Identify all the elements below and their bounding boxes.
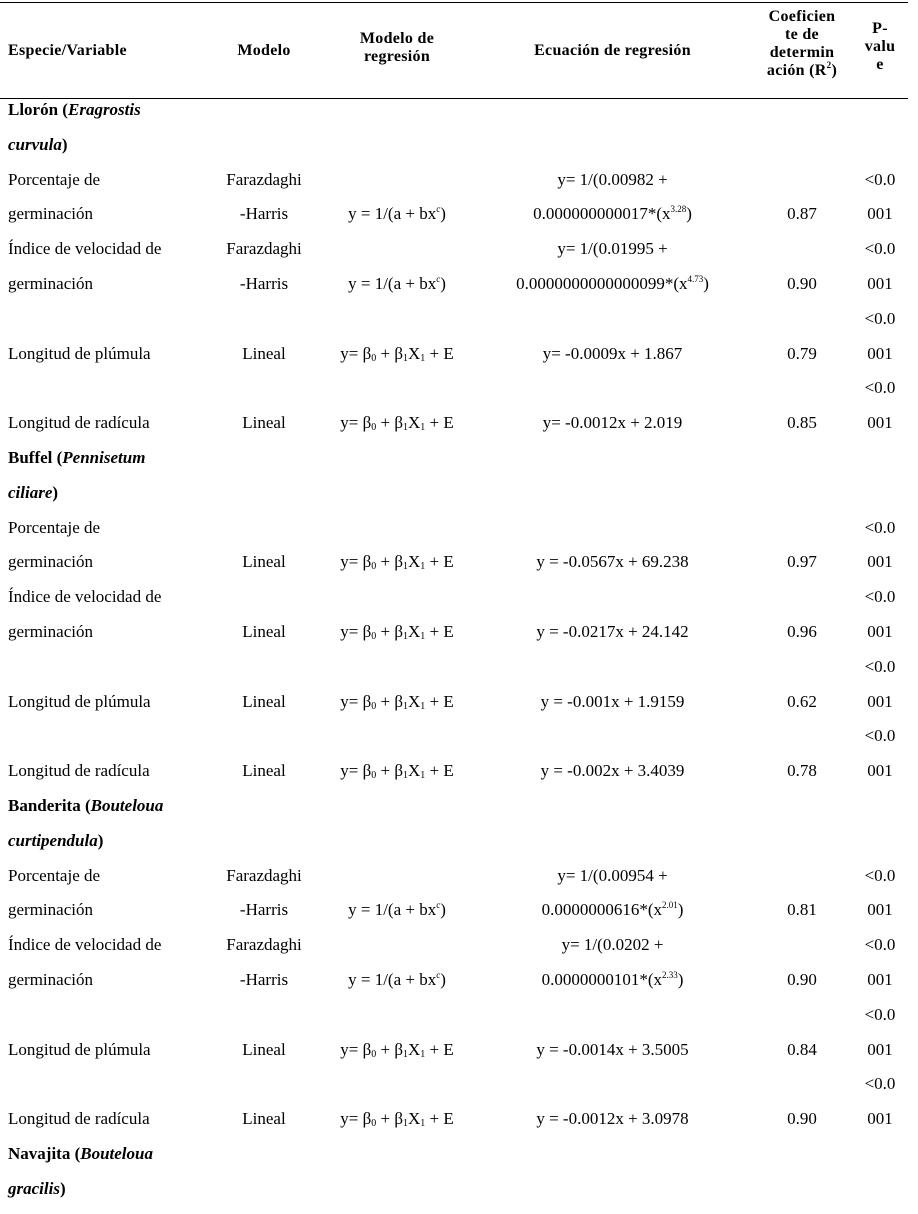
header-pvalue-line1: P- [872, 20, 888, 37]
regression-model [322, 1032, 472, 1067]
species-close: ) [61, 135, 68, 154]
regression-equation [470, 405, 755, 440]
linear-sub: 1 [420, 1049, 426, 1060]
header-equation: Ecuación de regresión [534, 42, 691, 59]
r2-value: 0.96 [787, 622, 817, 641]
header-pvalue-line2: valu [864, 38, 896, 55]
linear-sub: 1 [420, 422, 426, 433]
header-r2 [752, 8, 852, 80]
linear-sub: 1 [402, 770, 408, 781]
regression-formula: y = 1/(a + bx [348, 204, 437, 223]
variable-name: Porcentaje de [8, 170, 101, 189]
regression-close: ) [440, 900, 446, 919]
species-epithet-line [8, 127, 68, 162]
linear-part: y= β [340, 622, 372, 641]
header-r2-line2: te de [785, 26, 819, 43]
linear-sub: 1 [420, 1118, 426, 1129]
species-epithet: gracilis [8, 1179, 60, 1198]
regression-model [322, 614, 472, 649]
linear-part: + E [425, 622, 454, 641]
equation-close: ) [677, 970, 684, 989]
header-regression-model [322, 30, 472, 66]
header-pvalue-line3: e [876, 56, 884, 73]
model-name: Farazdaghi [226, 170, 302, 189]
linear-part: + E [425, 552, 454, 571]
linear-part: + E [425, 413, 454, 432]
species-close: ) [52, 483, 59, 502]
r2-value: 0.97 [787, 552, 817, 571]
species-epithet: curtipendula [8, 831, 98, 850]
p-value: <0.0 [864, 309, 896, 328]
linear-sub: 1 [402, 561, 408, 572]
r2-value: 0.87 [787, 204, 817, 223]
species-genus: Pennisetum [62, 448, 146, 467]
variable-name: germinación [8, 622, 93, 641]
linear-part: X [407, 1109, 421, 1128]
variable-name: germinación [8, 204, 93, 223]
equation-text: 0.0000000000000099*(x [516, 274, 688, 293]
linear-part: X [407, 692, 421, 711]
equation-text: y = -0.0014x + 3.5005 [536, 1040, 689, 1059]
header-model: Modelo [237, 42, 291, 59]
model-name: Lineal [242, 1040, 286, 1059]
species-close: ) [97, 831, 104, 850]
linear-sub: 1 [402, 353, 408, 364]
model-name: Lineal [242, 692, 286, 711]
linear-part: X [407, 344, 421, 363]
variable-name: Longitud de radícula [8, 761, 150, 780]
header-r2-sup: 2 [826, 60, 832, 70]
equation-text: y = -0.002x + 3.4039 [540, 761, 685, 780]
linear-part: + β [376, 1109, 403, 1128]
linear-part: y= β [340, 552, 372, 571]
linear-part: X [407, 761, 421, 780]
species-genus: Eragrostis [67, 100, 141, 119]
regression-model [322, 544, 472, 579]
model-name: Farazdaghi [226, 239, 302, 258]
p-value: <0.0 [864, 935, 896, 954]
model-name: -Harris [239, 900, 289, 919]
regression-equation [470, 892, 755, 927]
species-common: Llorón ( [8, 100, 68, 119]
species-name [8, 440, 145, 475]
regression-equation [470, 753, 755, 788]
linear-sub: 0 [371, 701, 377, 712]
r2-value: 0.90 [787, 1109, 817, 1128]
regression-equation [470, 336, 755, 371]
regression-equation: y= 1/(0.01995 + [557, 239, 668, 258]
regression-equation: y= 1/(0.00982 + [557, 170, 668, 189]
equation-text: y = -0.0012x + 3.0978 [536, 1109, 689, 1128]
equation-text: 0.0000000101*(x [541, 970, 662, 989]
linear-part: + β [376, 622, 403, 641]
variable-name: Longitud de radícula [8, 413, 150, 432]
equation-exponent: 2.33 [662, 970, 678, 980]
equation-exponent: 3.28 [670, 204, 687, 214]
regression-equation: y= 1/(0.00954 + [557, 866, 668, 885]
regression-equation [470, 266, 755, 301]
model-name: Farazdaghi [226, 935, 302, 954]
p-value: 001 [867, 413, 893, 432]
linear-part: y= β [340, 761, 372, 780]
p-value: 001 [867, 1109, 893, 1128]
equation-exponent: 2.01 [662, 900, 678, 910]
r2-value: 0.84 [787, 1040, 817, 1059]
model-name: Lineal [242, 413, 286, 432]
model-name: Lineal [242, 761, 286, 780]
linear-sub: 0 [371, 561, 377, 572]
r2-value: 0.81 [787, 900, 817, 919]
regression-model [322, 196, 472, 231]
linear-part: y= β [340, 413, 372, 432]
species-name [8, 92, 141, 127]
p-value: <0.0 [864, 866, 896, 885]
linear-sub: 1 [402, 422, 408, 433]
linear-part: y= β [340, 1040, 372, 1059]
linear-part: + β [376, 692, 403, 711]
linear-sub: 1 [420, 701, 426, 712]
variable-name: germinación [8, 900, 93, 919]
species-common: Navajita ( [8, 1144, 81, 1163]
p-value: <0.0 [864, 1005, 896, 1024]
header-r2-line1: Coeficien [768, 8, 836, 25]
linear-sub: 1 [420, 353, 426, 364]
regression-model [322, 962, 472, 997]
variable-name: Longitud de plúmula [8, 692, 151, 711]
p-value: 001 [867, 344, 893, 363]
variable-name: Índice de velocidad de [8, 935, 162, 954]
linear-sub: 1 [420, 770, 426, 781]
species-epithet: ciliare [8, 483, 53, 502]
table-top-rule [0, 2, 908, 3]
regression-close: ) [440, 970, 446, 989]
variable-name: germinación [8, 970, 93, 989]
linear-sub: 1 [402, 631, 408, 642]
linear-part: + β [376, 344, 403, 363]
species-epithet-line [8, 1171, 66, 1206]
regression-exponent: c [436, 274, 441, 284]
model-name: -Harris [239, 274, 289, 293]
regression-formula: y = 1/(a + bx [348, 970, 437, 989]
equation-text: y= -0.0009x + 1.867 [542, 344, 683, 363]
p-value: 001 [867, 552, 893, 571]
header-r2-close: ) [831, 62, 838, 79]
species-common: Buffel ( [8, 448, 63, 467]
linear-part: + β [376, 761, 403, 780]
equation-text: 0.0000000616*(x [541, 900, 662, 919]
header-r2-line3: determin [769, 44, 835, 61]
linear-sub: 1 [402, 701, 408, 712]
species-genus: Bouteloua [80, 1144, 153, 1163]
species-epithet: curvula [8, 135, 62, 154]
regression-equation [470, 1101, 755, 1136]
variable-name: germinación [8, 274, 93, 293]
p-value: 001 [867, 274, 893, 293]
linear-part: + β [376, 1040, 403, 1059]
p-value: <0.0 [864, 378, 896, 397]
p-value: <0.0 [864, 1074, 896, 1093]
r2-value: 0.85 [787, 413, 817, 432]
linear-sub: 0 [371, 770, 377, 781]
variable-name: Longitud de plúmula [8, 1040, 151, 1059]
linear-part: + β [376, 413, 403, 432]
p-value: <0.0 [864, 726, 896, 745]
regression-close: ) [440, 204, 446, 223]
equation-text: 0.000000000017*(x [533, 204, 671, 223]
regression-exponent: c [436, 970, 441, 980]
species-epithet-line [8, 475, 58, 510]
linear-sub: 0 [371, 422, 377, 433]
equation-text: y = -0.001x + 1.9159 [540, 692, 685, 711]
regression-equation [470, 544, 755, 579]
p-value: <0.0 [864, 170, 896, 189]
equation-text: y= -0.0012x + 2.019 [542, 413, 683, 432]
linear-part: + E [425, 761, 454, 780]
regression-formula: y = 1/(a + bx [348, 900, 437, 919]
equation-close: ) [703, 274, 709, 293]
p-value: <0.0 [864, 239, 896, 258]
linear-part: + E [425, 1040, 454, 1059]
species-epithet-line [8, 823, 103, 858]
header-pvalue [852, 20, 908, 74]
variable-name: Longitud de plúmula [8, 344, 151, 363]
regression-model [322, 753, 472, 788]
species-common: Banderita ( [8, 796, 91, 815]
regression-equation [470, 196, 755, 231]
linear-part: + β [376, 552, 403, 571]
p-value: <0.0 [864, 657, 896, 676]
p-value: 001 [867, 622, 893, 641]
variable-name: Longitud de radícula [8, 1109, 150, 1128]
p-value: 001 [867, 204, 893, 223]
regression-model [322, 336, 472, 371]
linear-part: + E [425, 344, 454, 363]
linear-sub: 0 [371, 631, 377, 642]
model-name: Lineal [242, 344, 286, 363]
linear-sub: 1 [402, 1118, 408, 1129]
p-value: 001 [867, 900, 893, 919]
regression-model [322, 1101, 472, 1136]
r2-value: 0.78 [787, 761, 817, 780]
linear-part: y= β [340, 1109, 372, 1128]
equation-close: ) [677, 900, 684, 919]
species-name [8, 1136, 153, 1171]
header-regression-model-line2: regresión [363, 48, 431, 65]
variable-name: germinación [8, 552, 93, 571]
linear-part: y= β [340, 344, 372, 363]
linear-sub: 1 [420, 561, 426, 572]
variable-name: Índice de velocidad de [8, 587, 162, 606]
linear-part: y= β [340, 692, 372, 711]
p-value: <0.0 [864, 518, 896, 537]
regression-equation [470, 1032, 755, 1067]
species-genus: Bouteloua [90, 796, 164, 815]
model-name: Lineal [242, 622, 286, 641]
p-value: 001 [867, 1040, 893, 1059]
linear-sub: 1 [420, 631, 426, 642]
regression-equation [470, 962, 755, 997]
r2-value: 0.62 [787, 692, 817, 711]
linear-part: + E [425, 692, 454, 711]
linear-part: X [407, 413, 421, 432]
header-r2-line4: ación (R [766, 62, 827, 79]
model-name: -Harris [239, 204, 289, 223]
linear-sub: 0 [371, 1118, 377, 1129]
regression-model [322, 266, 472, 301]
regression-formula: y = 1/(a + bx [348, 274, 437, 293]
equation-close: ) [686, 204, 692, 223]
regression-exponent: c [436, 204, 441, 214]
header-regression-model-line1: Modelo de [359, 30, 435, 47]
r2-value: 0.90 [787, 970, 817, 989]
model-name: -Harris [239, 970, 289, 989]
equation-exponent: 4.73 [687, 274, 704, 284]
regression-model [322, 405, 472, 440]
variable-name: Porcentaje de [8, 866, 101, 885]
species-close: ) [59, 1179, 66, 1198]
species-name [8, 788, 163, 823]
variable-name: Porcentaje de [8, 518, 101, 537]
linear-part: X [407, 1040, 421, 1059]
regression-equation [470, 684, 755, 719]
model-name: Lineal [242, 1109, 286, 1128]
p-value: 001 [867, 970, 893, 989]
regression-model [322, 684, 472, 719]
regression-model [322, 892, 472, 927]
p-value: 001 [867, 692, 893, 711]
equation-text: y = -0.0217x + 24.142 [536, 622, 689, 641]
regression-exponent: c [436, 900, 441, 910]
linear-sub: 0 [371, 1049, 377, 1060]
r2-value: 0.90 [787, 274, 817, 293]
p-value: <0.0 [864, 587, 896, 606]
p-value: 001 [867, 761, 893, 780]
header-species: Especie/Variable [8, 42, 127, 59]
linear-part: X [407, 622, 421, 641]
regression-close: ) [440, 274, 446, 293]
model-name: Farazdaghi [226, 866, 302, 885]
variable-name: Índice de velocidad de [8, 239, 162, 258]
equation-text: y = -0.0567x + 69.238 [536, 552, 689, 571]
regression-equation: y= 1/(0.0202 + [561, 935, 664, 954]
linear-part: X [407, 552, 421, 571]
linear-part: + E [425, 1109, 454, 1128]
linear-sub: 0 [371, 353, 377, 364]
regression-equation [470, 614, 755, 649]
linear-sub: 1 [402, 1049, 408, 1060]
model-name: Lineal [242, 552, 286, 571]
r2-value: 0.79 [787, 344, 817, 363]
